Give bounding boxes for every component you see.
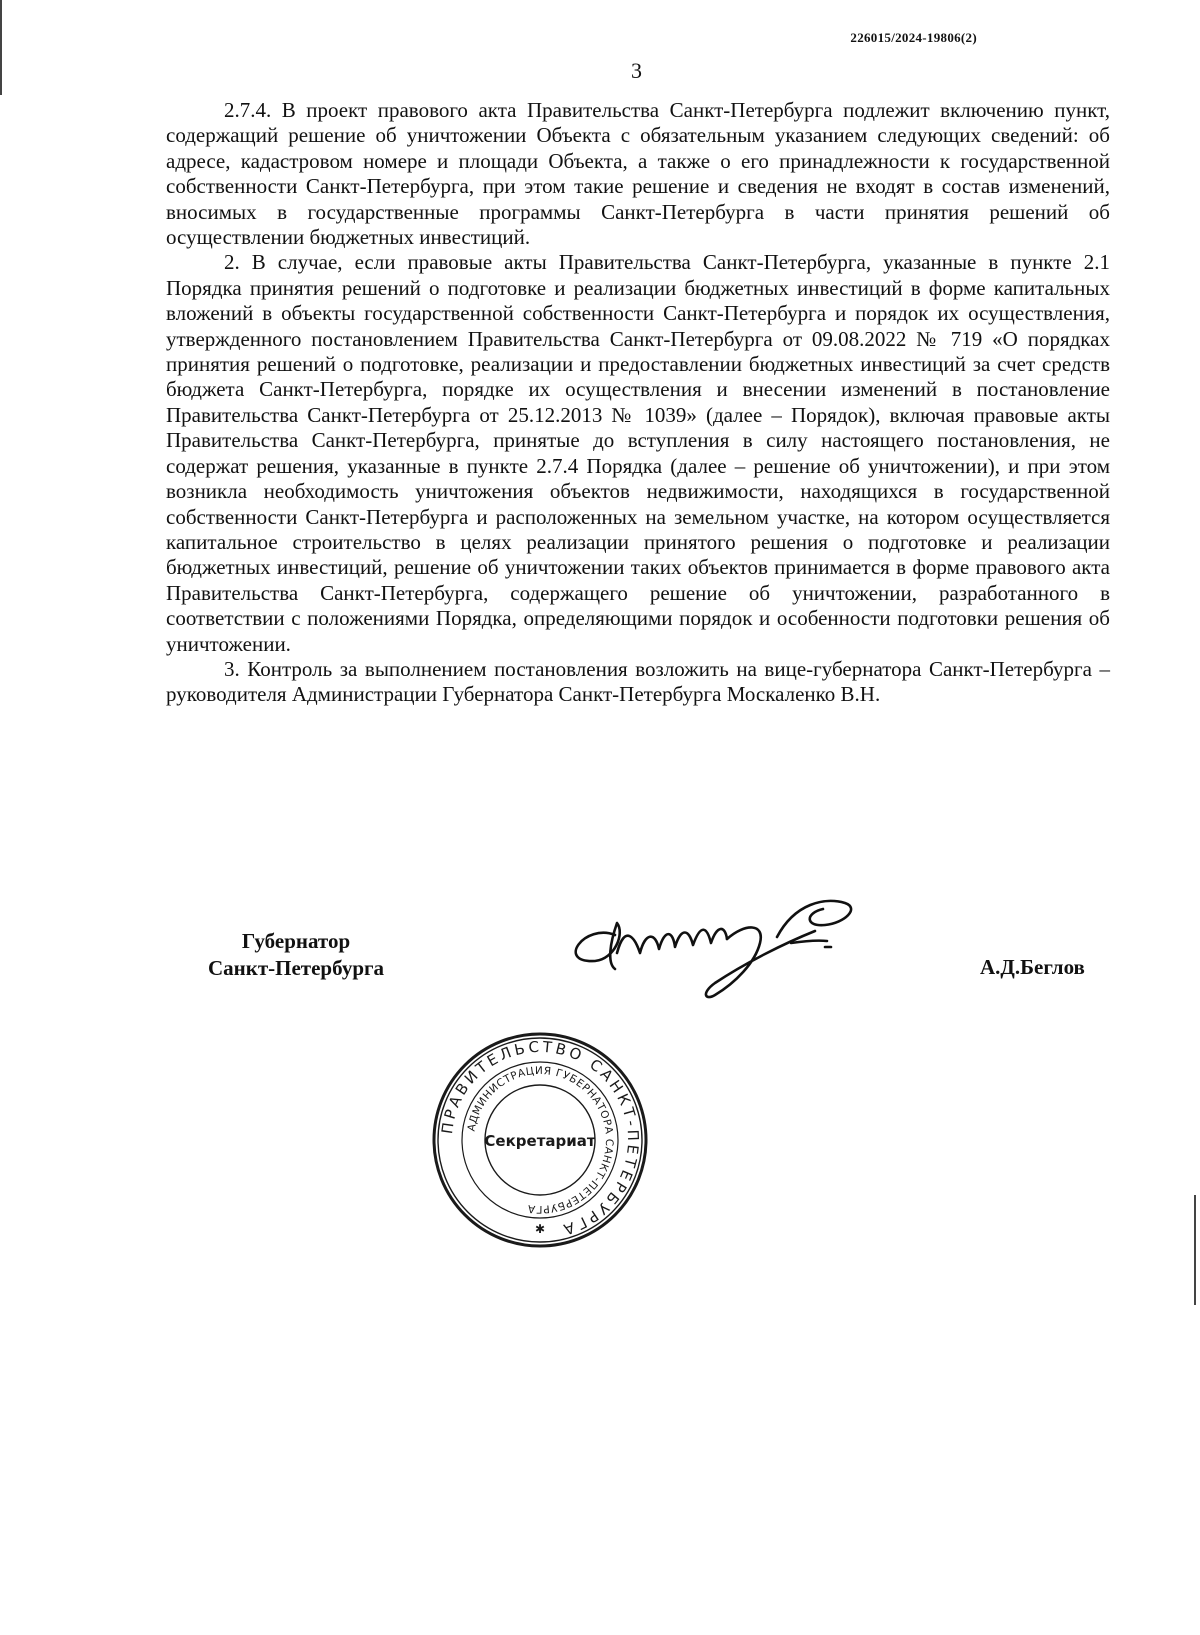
seal-inner-text: АДМИНИСТРАЦИЯ ГУБЕРНАТОРА САНКТ-ПЕТЕРБУРГА (465, 1064, 616, 1216)
paragraph-3: 3. Контроль за выполнением постановления возложить на вице-губернатора Санкт-Петербурга – руководителя Администрации Губернатора Санкт-Петербурга Москаленко В.Н. (166, 656, 1110, 707)
seal-center-text: Секретариат (484, 1132, 596, 1150)
paragraph-2-7-4: 2.7.4. В проект правового акта Правительства Санкт-Петербурга подлежит включению пункт, содержащий решение об уничтожении Объекта с обязательным указанием следующих сведений: об адресе, кадастровом номере и площади Объекта, а также о его принадлежности к государственной собственности Санкт-Петербурга, при этом такие решение и сведения не входят в состав изменений, вносимых в государственные программы Санкт-Петербурга в части принятия решений об осуществлении бюджетных инвестиций. (166, 98, 1110, 250)
position-line-2: Санкт-Петербурга (207, 956, 385, 980)
document-number: 226015/2024-19806(2) (850, 30, 977, 45)
signer-position (166, 928, 426, 982)
seal-outer-text: ПРАВИТЕЛЬСТВО САНКТ-ПЕТЕРБУРГА (438, 1037, 643, 1240)
scan-edge-mark (1194, 1195, 1196, 1305)
handwritten-signature (555, 883, 875, 1003)
position-line-1: Губернатор (241, 929, 351, 953)
official-seal (430, 1030, 650, 1250)
document-body (166, 98, 1110, 708)
page-number: 3 (631, 58, 642, 83)
paragraph-2: 2. В случае, если правовые акты Правительства Санкт-Петербурга, указанные в пункте 2.1 Порядка принятия решений о подготовке и реализации бюджетных инвестиций в форме капитальных вложений в объекты государственной собственности Санкт-Петербурга и порядок их осуществления, утвержденного постановлением Правительства Санкт-Петербурга от 09.08.2022 № 719 «О порядках принятия решений о подготовке, реализации и предоставлении бюджетных инвестиций за счет средств бюджета Санкт-Петербурга, порядке их осуществления и внесении изменений в постановление Правительства Санкт-Петербурга от 25.12.2013 № 1039» (далее – Порядок), включая правовые акты Правительства Санкт-Петербурга, принятые до вступления в силу настоящего постановления, не содержат решения, указанные в пункте 2.7.4 Порядка (далее – решение об уничтожении), и при этом возникла необходимость уничтожения объектов недвижимости, находящихся в государственной собственности Санкт-Петербурга и расположенных на земельном участке, на котором осуществляется капитальное строительство в целях реализации принятого решения о подготовке и реализации бюджетных инвестиций, решение об уничтожении таких объектов принимается в форме правового акта Правительства Санкт-Петербурга, содержащего решение об уничтожении, разработанного в соответствии с положениями Порядка, определяющими порядок и особенности подготовки решения об уничтожении. (166, 250, 1110, 656)
seal-star-icon: ✱ (534, 1222, 546, 1236)
signer-name: А.Д.Беглов (980, 955, 1085, 979)
